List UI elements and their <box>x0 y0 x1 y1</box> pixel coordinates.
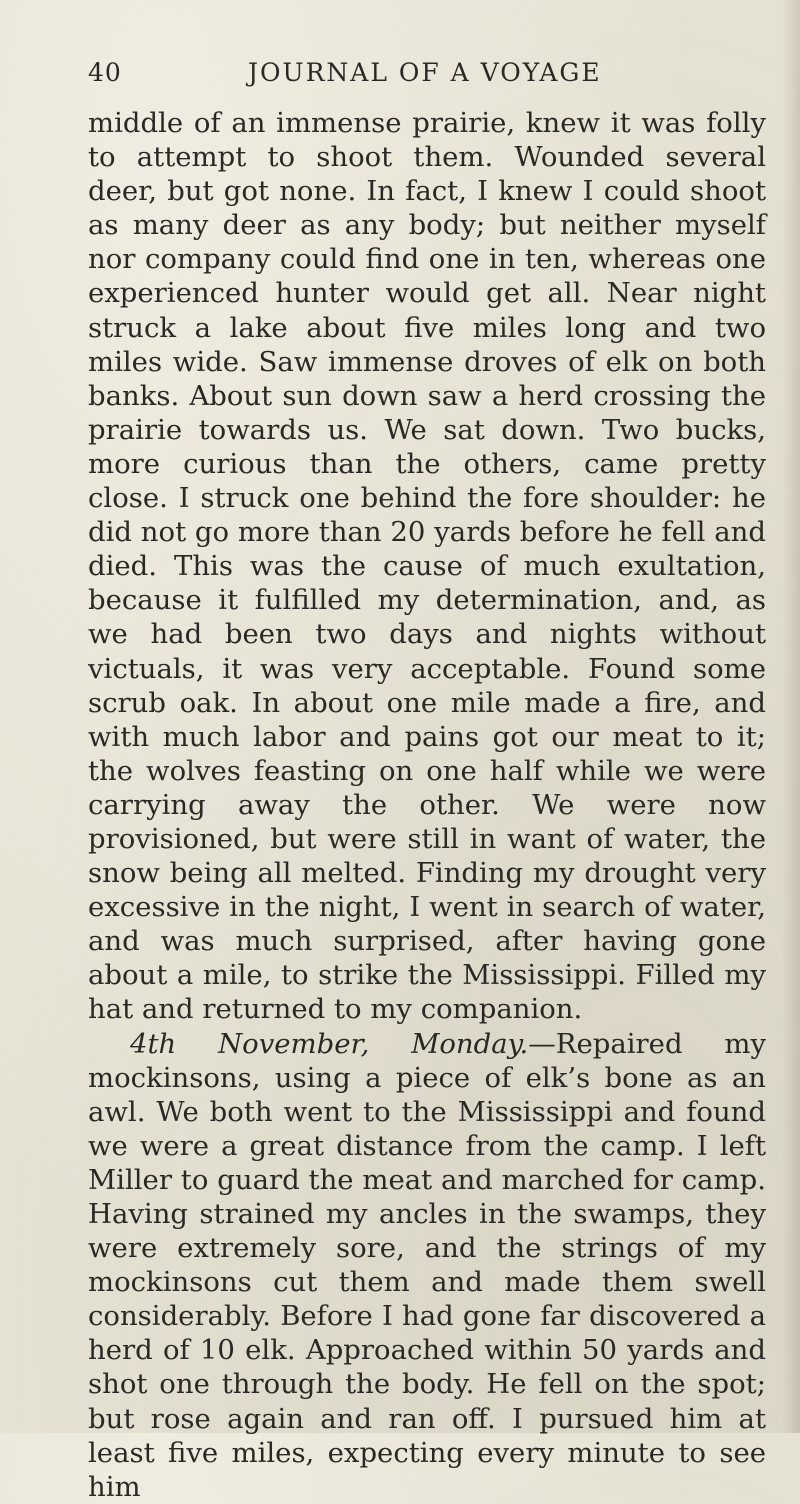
page-number: 40 <box>88 58 122 87</box>
entry-date: 4th November, Monday. <box>130 1027 529 1060</box>
paragraph-continued: middle of an immense prairie, knew it was folly to attempt to shoot them. Wounded several deer, but got none. In fact, I knew I could shoot as many deer as any body; but neither myself nor company could find one in ten, whereas one experienced hunter would get all. Near night struck a lake about five miles long and two miles wide. Saw immense droves of elk on both banks. About sun down saw a herd crossing the prairie towards us. We sat down. Two bucks, more curious than the others, came pretty close. I struck one behind the fore shoulder: he did not go more than 20 yards before he fell and died. This was the cause of much exultation, because it fulfilled my determination, and, as we had been two days and nights without victuals, it was very acceptable. Found some scrub oak. In about one mile made a fire, and with much labor and pains got our meat to it; the wolves feasting on one half while we were carrying away the other. We were now provisioned, but were still in want of water, the snow being all melted. Finding my drought very excessive in the night, I went in search of water, and was much surprised, after having gone about a mile, to strike the Mississippi. Filled my hat and returned to my companion. <box>88 107 766 1026</box>
journal-entry <box>88 1027 766 1504</box>
page-edge-shadow <box>782 0 800 1433</box>
entry-text: —Repaired my mockinsons, using a piece of elk’s bone as an awl. We both went to the Mississippi and found we were a great distance from the camp. I left Miller to guard the meat and marched for camp. Having strained my ancles in the swamps, they were extremely sore, and the strings of my mockinsons cut them and made them swell considerably. Before I had gone far discovered a herd of 10 elk. Approached within 50 yards and shot one through the body. He fell on the spot; but rose again and ran off. I pursued him at least five miles, expecting every minute to see him <box>88 1027 767 1503</box>
running-head <box>88 58 728 94</box>
running-title: JOURNAL OF A VOYAGE <box>248 58 602 87</box>
body-text <box>88 106 766 1504</box>
